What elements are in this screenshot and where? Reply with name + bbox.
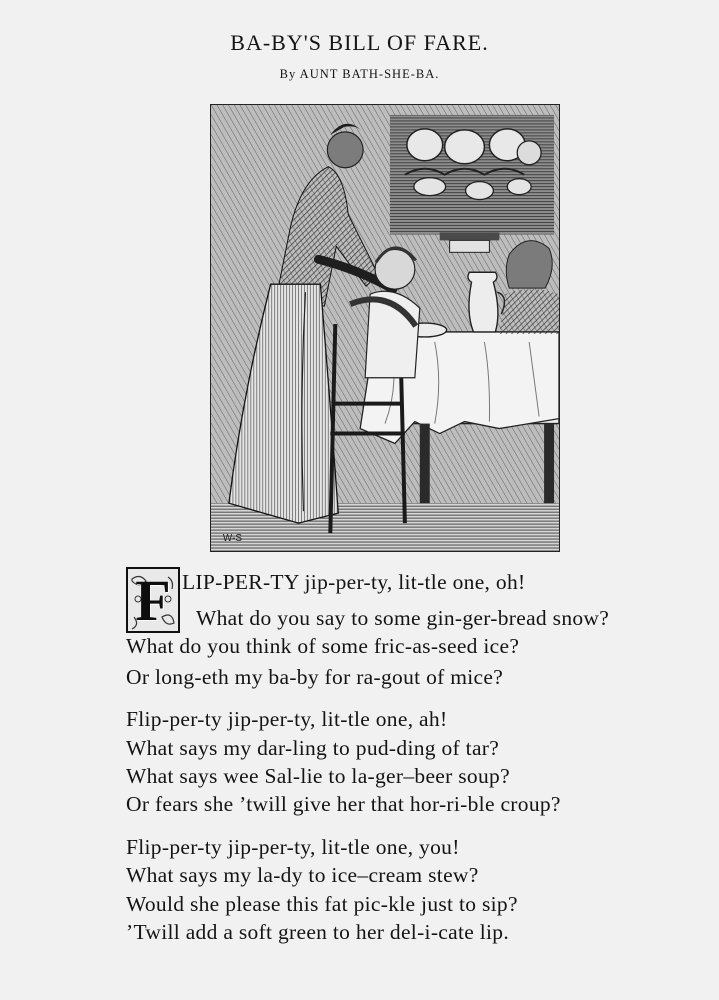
byline-author: AUNT BATH-SHE-BA. <box>299 67 440 81</box>
poem-line: What says my la-dy to ice–cream stew? <box>126 863 479 887</box>
poem-line: Would she please this fat pic-kle just to sip? <box>126 892 518 916</box>
poem-line: Flip-per-ty jip-per-ty, lit-tle one, you! <box>126 835 460 859</box>
poem-line: Or fears she ’twill give her that hor-ri-ble croup? <box>126 792 561 816</box>
poem-line: Flip-per-ty jip-per-ty, lit-tle one, ah! <box>126 707 448 731</box>
poem-line: What says wee Sal-lie to la-ger–beer soup? <box>126 764 510 788</box>
poem-line: LIP-PER-TY jip-per-ty, lit-tle one, oh! <box>182 570 526 594</box>
poem-line: What do you say to some gin-ger-bread snow? <box>196 606 610 630</box>
poem-line: What says my dar-ling to pud-ding of tar? <box>126 736 500 760</box>
byline <box>0 66 719 82</box>
engraving-illustration <box>210 104 560 552</box>
ornamental-dropcap <box>126 567 180 633</box>
dropcap-letter: F <box>135 568 171 633</box>
poem-title: BA-BY'S BILL OF FARE. <box>230 30 489 55</box>
illustration-signature: W-S <box>222 533 243 545</box>
poem-line: ’Twill add a soft green to her del-i-cate lip. <box>126 920 510 944</box>
poem-line: What do you think of some fric-as-seed ice? <box>126 634 520 658</box>
byline-prefix: By <box>279 67 297 81</box>
poem-line: Or long-eth my ba-by for ra-gout of mice? <box>126 665 504 689</box>
